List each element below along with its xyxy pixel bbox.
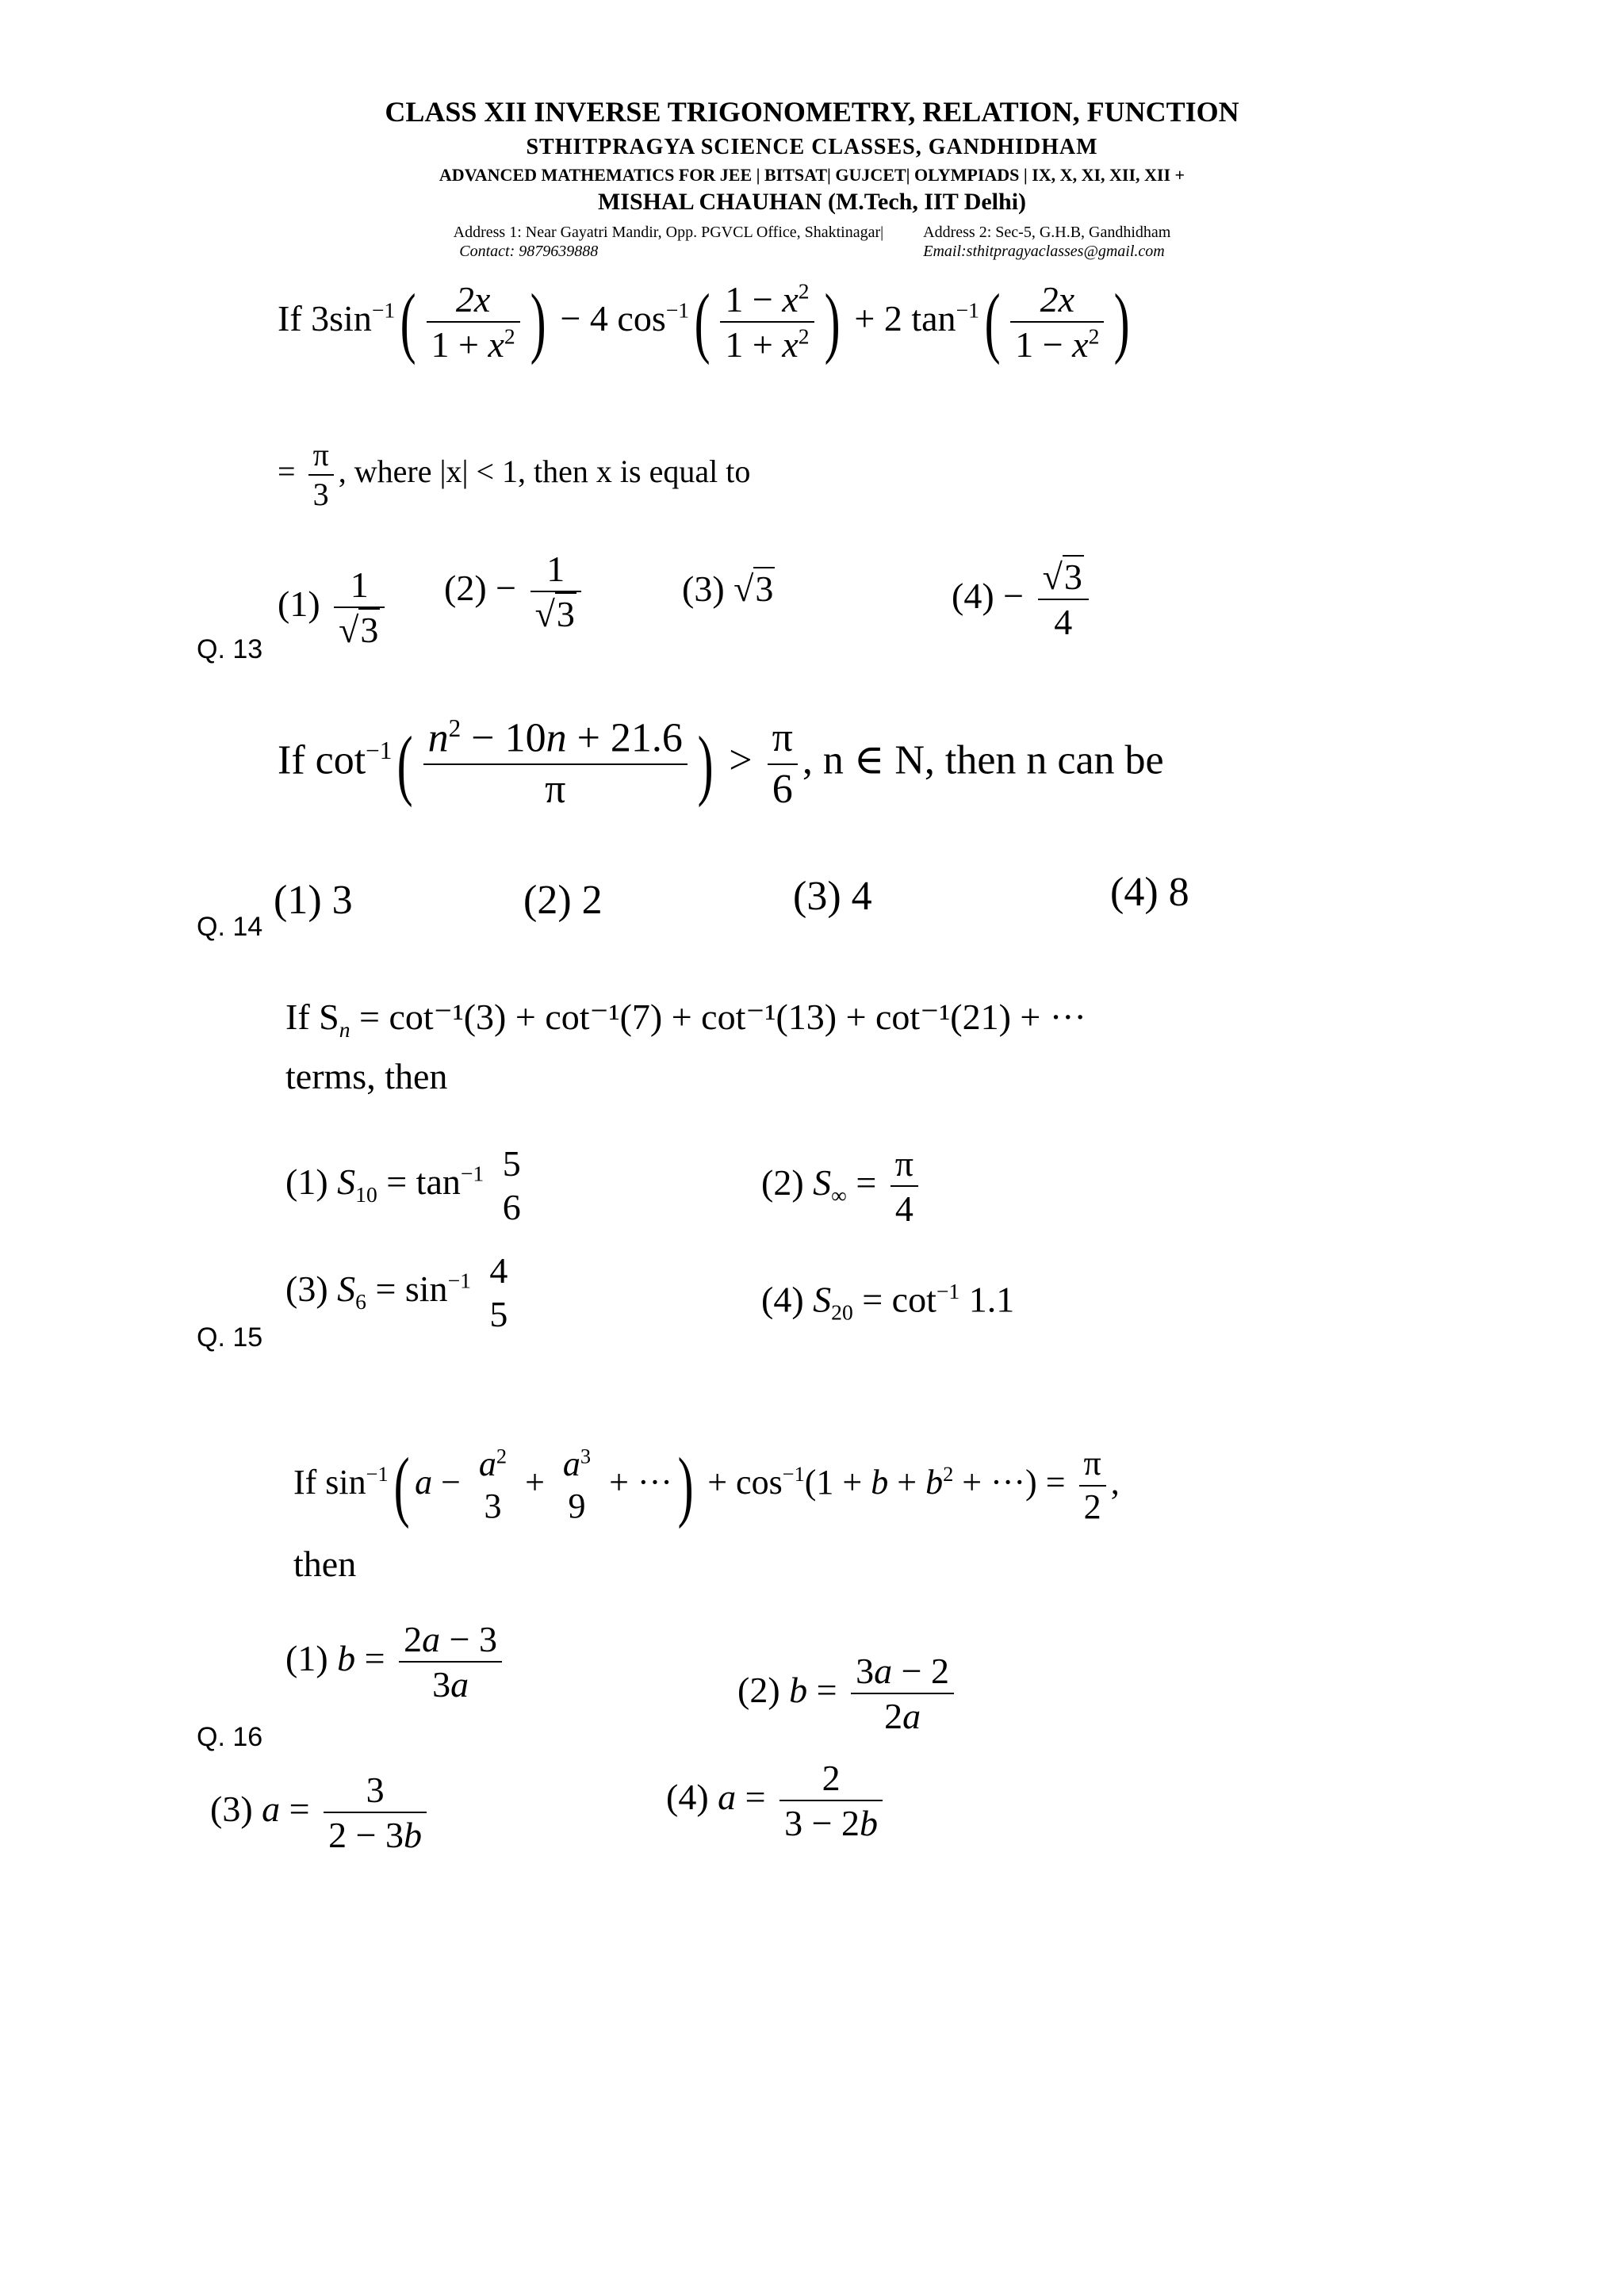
q16-option-4: (4) a = $\frac{2}{3 - 2b}$ — [666, 1756, 887, 1845]
q15-option-4: (4) $S_{20} = \cot^{-1} 1.1$ — [761, 1279, 1015, 1325]
q13-option-2-label: (2) — [444, 567, 487, 608]
q16-stem-line2: then — [293, 1544, 357, 1584]
q13-option-3: (3) √3 — [682, 568, 774, 609]
q13-option-4: (4) − $\frac{√3}{4}$ — [952, 555, 1094, 644]
address-1: Address 1: Near Gayatri Mandir, Opp. PGVCL Office, Shaktinagar| — [453, 224, 884, 241]
q13-option-1: (1) $\frac{1}{√3}$ — [278, 563, 389, 652]
q13-stem-tail: , where |x| < 1, then x is equal to — [338, 453, 751, 490]
q16-option-3-label: (3) — [210, 1788, 253, 1829]
q15-option-1-label: (1) — [285, 1161, 328, 1202]
q15-stem-line2: terms, then — [285, 1056, 448, 1096]
q13-option-4-label: (4) — [952, 575, 994, 616]
institute-name: STHITPRAGYA SCIENCE CLASSES, GANDHIDHAM — [526, 135, 1098, 159]
q15-option-3: (3) $S_6 = \sin^{-1}$ 4 5 — [285, 1250, 508, 1335]
q16-option-2-label: (2) — [737, 1669, 780, 1710]
q13-stem-prefix: If 3sin — [278, 297, 372, 339]
q13-option-2: (2) − $\frac{1}{√3}$ — [444, 547, 586, 636]
q15-stem-line1: If $S_n = \cot^{-1}(3) + \cot^{-1}(7) + \cot^{-1}(13) + \cot^{-1}(21)$ + ··· — [285, 997, 1086, 1043]
q14-stem-prefix: If cot — [278, 737, 366, 783]
q14-option-3: (3) 4 — [793, 874, 872, 919]
contact-email: Email:sthitpragyaclasses@gmail.com — [923, 243, 1165, 260]
contact-phone: Contact: 9879639888 — [459, 243, 599, 260]
address-line — [0, 224, 1624, 242]
page-title: CLASS XII INVERSE TRIGONOMETRY, RELATION, FUNCTION — [385, 96, 1239, 128]
address-2: Address 2: Sec-5, G.H.B, Gandhidham — [923, 224, 1171, 241]
q15-option-1: (1) $S_{10} = \tan^{-1}$ 5 6 — [285, 1143, 521, 1228]
q14-stem-suffix: , n ∈ N, then n can be — [802, 737, 1164, 783]
q15-stem-rest: = cot⁻¹(3) + cot⁻¹(7) + cot⁻¹(13) + cot⁻¹(21) + ··· — [350, 997, 1086, 1037]
q15-option-3-label: (3) — [285, 1268, 328, 1309]
q15-option-2: (2) $S_\infty$ = $\frac{\pi}{4}$ — [761, 1142, 923, 1230]
q15-option-4-label: (4) — [761, 1279, 804, 1320]
teacher-name: MISHAL CHAUHAN (M.Tech, IIT Delhi) — [597, 189, 1027, 215]
q13-option-3-label: (3) — [682, 568, 725, 609]
contact-line — [0, 243, 1624, 261]
q14-stem: If $\cot^{-1}$( $\frac{n^2 - 10n + 21.6}{\pi}$ ) > $\frac{\pi}{6}$ , n ∈ N, then n can be — [278, 714, 1164, 812]
q14-option-4: (4) 8 — [1110, 870, 1189, 915]
q13-equation-line2: = $\frac{\pi}{3}$ , where |x| < 1, then x is equal to — [278, 437, 751, 512]
q14-option-2: (2) 2 — [523, 878, 603, 923]
q16-option-3: (3) a = $\frac{3}{2 - 3b}$ — [210, 1768, 431, 1857]
q15-option-2-label: (2) — [761, 1161, 804, 1203]
q16-option-2: (2) b = $\frac{3a - 2}{2a}$ — [737, 1649, 959, 1738]
q16-number: Q. 16 — [197, 1722, 263, 1752]
q16-option-4-label: (4) — [666, 1776, 709, 1817]
q14-option-1: (1) 3 — [274, 878, 353, 923]
q13-number: Q. 13 — [197, 634, 263, 664]
q15-stem: If S — [285, 997, 339, 1037]
q15-number: Q. 15 — [197, 1322, 263, 1353]
q14-number: Q. 14 — [197, 912, 263, 942]
q16-option-1-label: (1) — [285, 1637, 328, 1678]
q16-stem-prefix: If sin — [293, 1462, 366, 1502]
q16-stem-line1: If $\sin^{-1}$( a − $a^2$ 3 + $a^3$ 9 + ···) + $\cos^{-1}(1 + b + b^2$ + ···) = $\frac{\pi}{2}$ , — [293, 1441, 1120, 1529]
course-line: ADVANCED MATHEMATICS FOR JEE | BITSAT| GUJCET| OLYMPIADS | IX, X, XI, XII, XII + — [439, 165, 1185, 185]
q16-option-1: (1) b = $\frac{2a - 3}{3a}$ — [285, 1617, 507, 1706]
q13-option-1-label: (1) — [278, 583, 320, 624]
q13-equation-line1: If $3\sin^{-1}$( $\frac{2x}{1 + x^2}$ ) − 4 $\cos^{-1}$( $\frac{1 - x^2}{1 + x^2}$ ) + 2 $\tan^{-1}$( $\frac{2x}{1 - x^2}$ ) — [278, 277, 1131, 366]
